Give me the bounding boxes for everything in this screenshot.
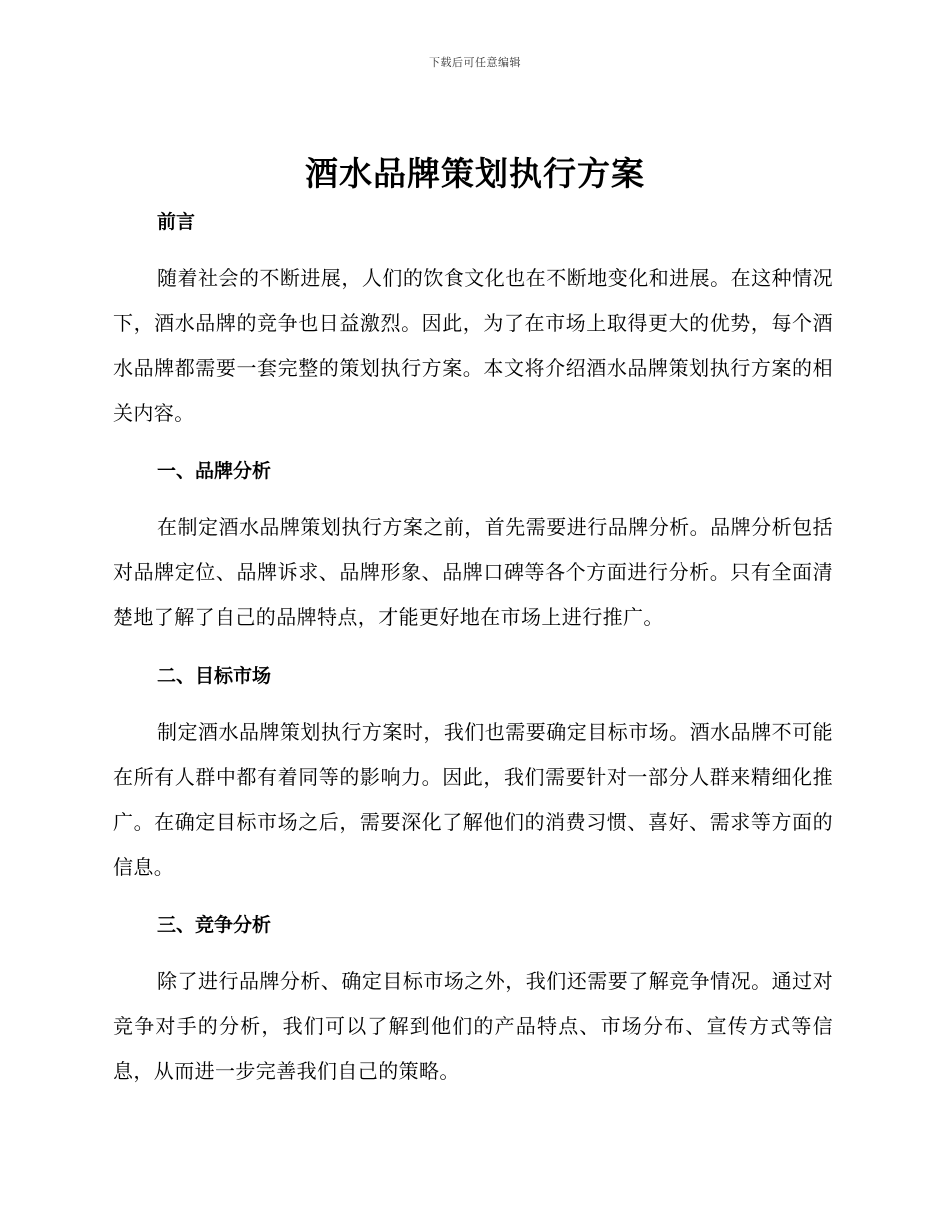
section-paragraph: 在制定酒水品牌策划执行方案之前，首先需要进行品牌分析。品牌分析包括对品牌定位、品牌诉求、品牌形象、品牌口碑等各个方面进行分析。只有全面清楚地了解了自己的品牌特点，才能更好地在市场上进行推广。 (113, 515, 833, 629)
page-header-note: 下载后可任意编辑 (429, 56, 521, 69)
section-brand-analysis-body (113, 505, 833, 640)
section-heading: 三、竞争分析 (157, 914, 272, 936)
section-paragraph: 除了进行品牌分析、确定目标市场之外，我们还需要了解竞争情况。通过对竞争对手的分析，我们可以了解到他们的产品特点、市场分布、宣传方式等信息，从而进一步完善我们自己的策略。 (113, 969, 833, 1083)
section-heading: 二、目标市场 (157, 665, 272, 687)
section-competition-analysis-body (113, 959, 833, 1094)
section-heading: 一、品牌分析 (157, 460, 272, 482)
section-brand-analysis (113, 457, 833, 485)
section-heading: 前言 (157, 211, 196, 233)
section-preface (113, 208, 833, 236)
document-title: 酒水品牌策划执行方案 (305, 154, 645, 193)
section-paragraph: 制定酒水品牌策划执行方案时，我们也需要确定目标市场。酒水品牌不可能在所有人群中都有着同等的影响力。因此，我们需要针对一部分人群来精细化推广。在确定目标市场之后，需要深化了解他们的消费习惯、喜好、需求等方面的信息。 (113, 720, 833, 879)
section-target-market-body (113, 710, 833, 890)
section-paragraph: 随着社会的不断进展，人们的饮食文化也在不断地变化和进展。在这种情况下，酒水品牌的竞争也日益激烈。因此，为了在市场上取得更大的优势，每个酒水品牌都需要一套完整的策划执行方案。本文将介绍酒水品牌策划执行方案的相关内容。 (113, 266, 833, 425)
section-target-market (113, 662, 833, 690)
section-preface-body (113, 256, 833, 436)
section-competition-analysis (113, 911, 833, 939)
